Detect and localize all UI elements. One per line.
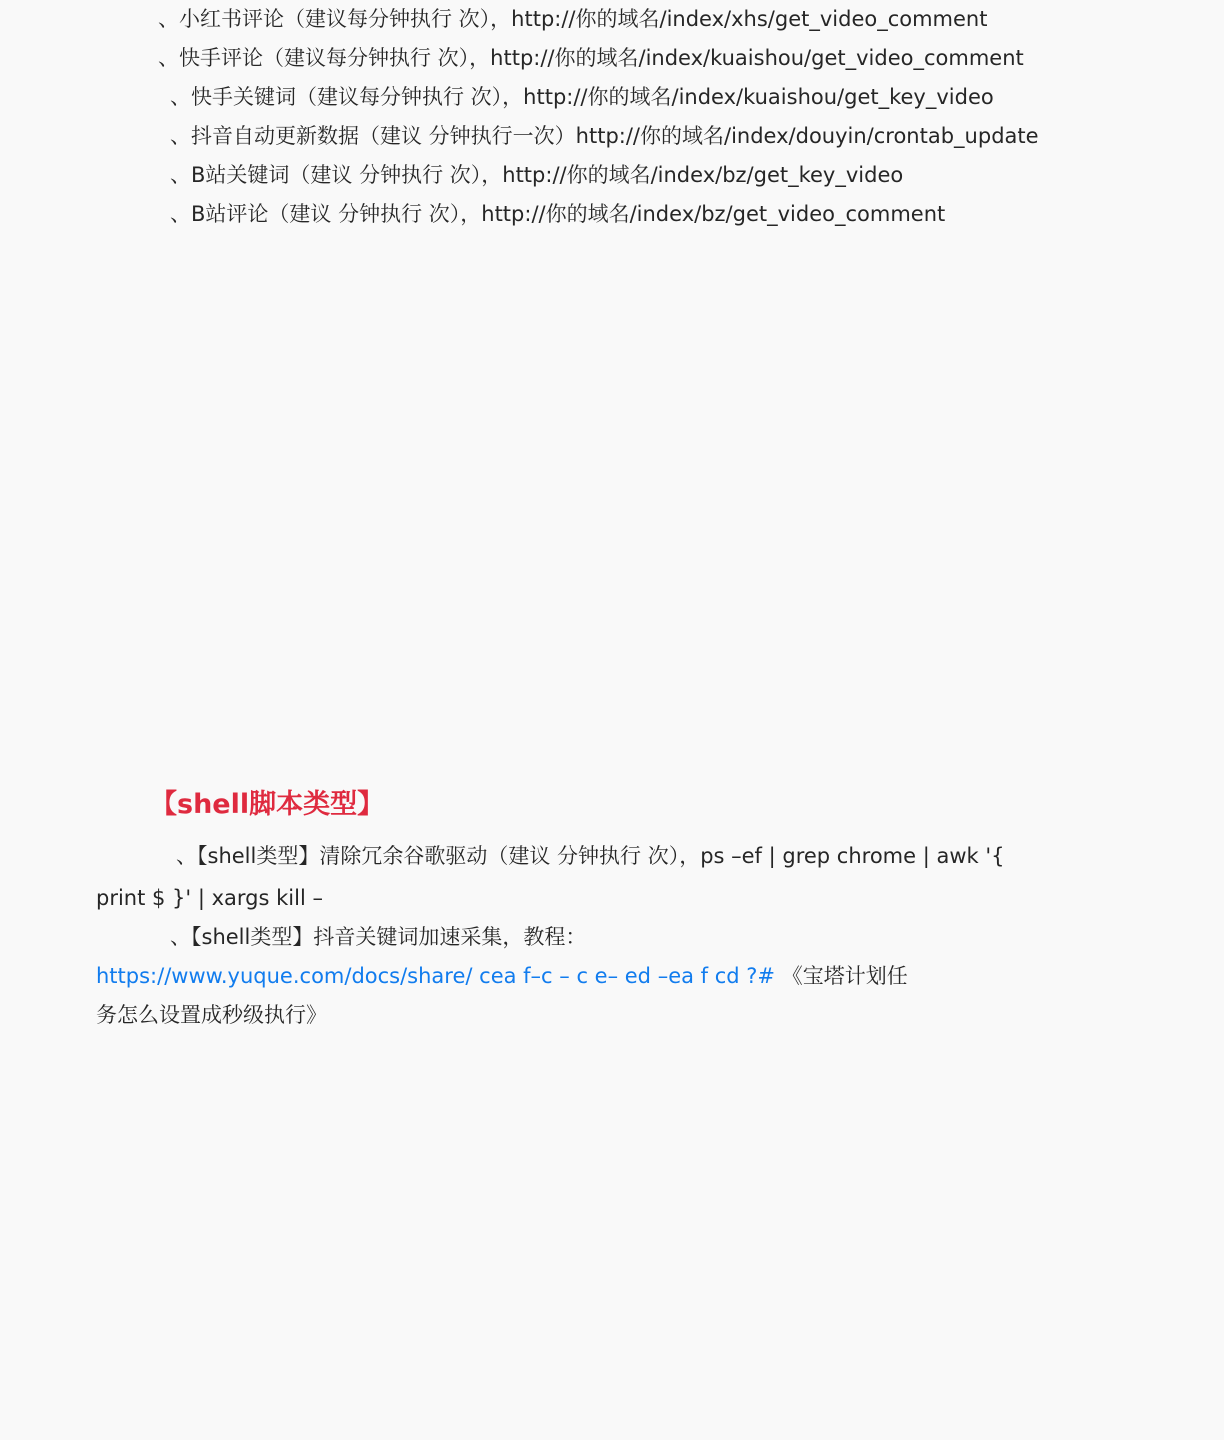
task-bz-keyword: 、B站关键词（建议 分钟执行 次），http://你的域名/index/bz/get_key_video	[170, 163, 904, 187]
yuque-tutorial-link[interactable]: https://www.yuque.com/docs/share/ cea f–c – c e– ed –ea f cd ?#	[96, 964, 776, 988]
task-douyin-crontab-update: 、抖音自动更新数据（建议 分钟执行一次）http://你的域名/index/douyin/crontab_update	[170, 124, 1039, 148]
task-kuaishou-keyword: 、快手关键词（建议每分钟执行 次），http://你的域名/index/kuaishou/get_key_video	[170, 85, 994, 109]
task-bz-comment: 、B站评论（建议 分钟执行 次），http://你的域名/index/bz/get_video_comment	[170, 202, 946, 226]
shell-item-douyin-keyword-line2	[96, 962, 908, 990]
task-xhs-comment: 、小红书评论（建议每分钟执行 次），http://你的域名/index/xhs/get_video_comment	[158, 7, 988, 31]
tutorial-title-start: 《宝塔计划任	[775, 964, 908, 988]
shell-item-douyin-keyword-line3: 务怎么设置成秒级执行》	[96, 1003, 327, 1027]
task-kuaishou-comment: 、快手评论（建议每分钟执行 次），http://你的域名/index/kuaishou/get_video_comment	[158, 46, 1024, 70]
shell-item-clear-chrome-line2: print $ }' | xargs kill –	[96, 886, 323, 910]
shell-item-clear-chrome-line1: 、【shell类型】清除冗余谷歌驱动（建议 分钟执行 次），ps –ef | grep chrome | awk '{	[176, 844, 1005, 868]
shell-section-heading: 【shell脚本类型】	[150, 789, 385, 820]
shell-item-douyin-keyword-line1: 、【shell类型】抖音关键词加速采集，教程：	[170, 925, 587, 949]
